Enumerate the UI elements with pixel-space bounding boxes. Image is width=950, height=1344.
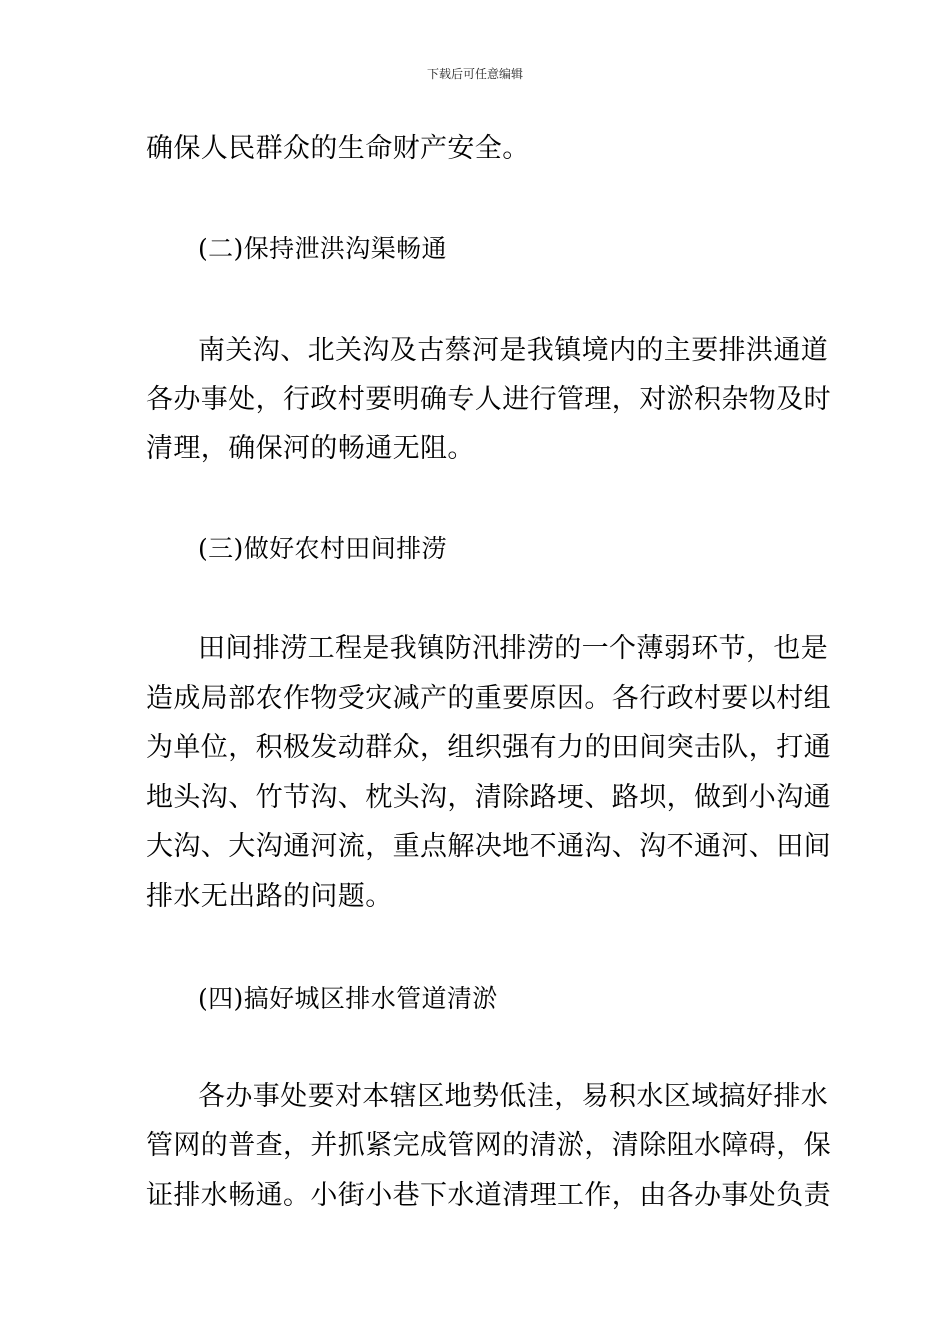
section-heading-3: (三)做好农村田间排涝 xyxy=(198,534,447,563)
section-heading-4: (四)搞好城区排水管道清淤 xyxy=(198,984,498,1013)
paragraph-line: 证排水畅通。小街小巷下水道清理工作，由各办事处负责 xyxy=(146,1180,831,1211)
section-heading-2: (二)保持泄洪沟渠畅通 xyxy=(198,234,447,263)
paragraph-line: 各办事处要对本辖区地势低洼，易积水区域搞好排水 xyxy=(198,1081,829,1112)
paragraph-line: 田间排涝工程是我镇防汛排涝的一个薄弱环节，也是 xyxy=(198,633,829,664)
paragraph-line: 南关沟、北关沟及古蔡河是我镇境内的主要排洪通道 xyxy=(198,335,829,366)
paragraph-line: 各办事处，行政村要明确专人进行管理，对淤积杂物及时 xyxy=(146,384,831,415)
paragraph-line: 清理，确保河的畅通无阻。 xyxy=(146,433,475,464)
header-note: 下载后可任意编辑 xyxy=(426,67,523,81)
paragraph-line: 为单位，积极发动群众，组织强有力的田间突击队，打通 xyxy=(146,732,831,763)
paragraph-line: 造成局部农作物受灾减产的重要原因。各行政村要以村组 xyxy=(146,683,831,714)
paragraph-line: 地头沟、竹节沟、枕头沟，清除路埂、路坝，做到小沟通 xyxy=(146,782,831,813)
paragraph-line: 确保人民群众的生命财产安全。 xyxy=(146,133,530,164)
paragraph-line: 大沟、大沟通河流，重点解决地不通沟、沟不通河、田间 xyxy=(146,831,831,862)
paragraph-line: 排水无出路的问题。 xyxy=(146,881,393,912)
paragraph-line: 管网的普查，并抓紧完成管网的清淤，清除阻水障碍，保 xyxy=(146,1130,831,1161)
